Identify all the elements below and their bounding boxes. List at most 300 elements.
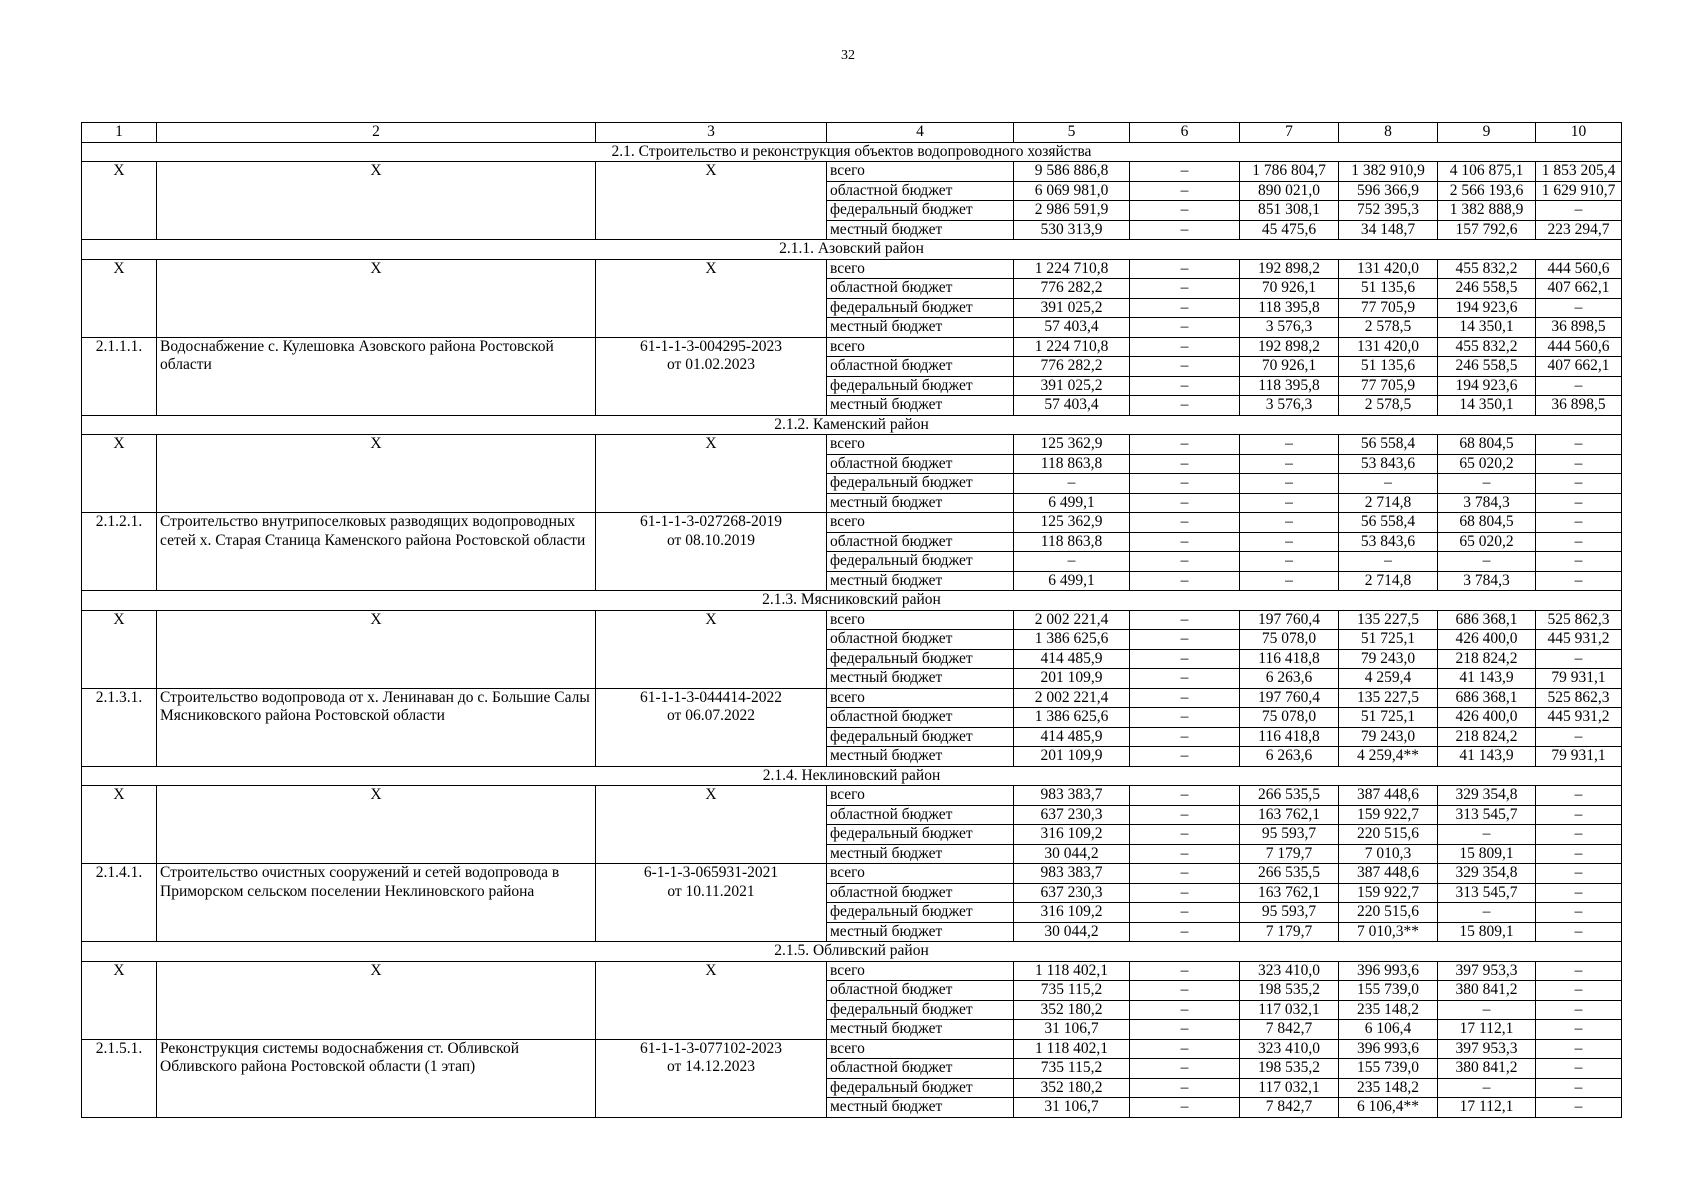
funding-source: федеральный бюджет	[827, 903, 1014, 923]
amount-cell: –	[1130, 337, 1240, 357]
amount-cell: –	[1130, 727, 1240, 747]
table-row	[82, 337, 1622, 357]
amount-cell: 51 725,1	[1339, 630, 1438, 650]
amount-cell: 445 931,2	[1536, 708, 1622, 728]
amount-cell: 1 853 205,4	[1536, 162, 1622, 182]
amount-cell: –	[1130, 922, 1240, 942]
item-number: Х	[82, 786, 157, 864]
amount-cell: 6 263,6	[1240, 747, 1339, 767]
amount-cell: 3 784,3	[1438, 493, 1536, 513]
item-number: Х	[82, 435, 157, 513]
amount-cell: 95 593,7	[1240, 825, 1339, 845]
amount-cell: –	[1130, 571, 1240, 591]
amount-cell: 6 263,6	[1240, 669, 1339, 689]
amount-cell: 246 558,5	[1438, 279, 1536, 299]
amount-cell: 116 418,8	[1240, 649, 1339, 669]
column-header: 6	[1130, 123, 1240, 143]
item-registry	[596, 513, 827, 591]
amount-cell: 15 809,1	[1438, 844, 1536, 864]
funding-source: федеральный бюджет	[827, 727, 1014, 747]
amount-cell: 51 135,6	[1339, 279, 1438, 299]
registry-line: 61-1-1-3-044414-2022	[639, 688, 783, 706]
amount-cell: 983 383,7	[1014, 864, 1130, 884]
amount-cell: 31 106,7	[1014, 1020, 1130, 1040]
item-name: Х	[157, 259, 596, 337]
funding-source: областной бюджет	[827, 981, 1014, 1001]
amount-cell: 4 106 875,1	[1438, 162, 1536, 182]
amount-cell: 135 227,5	[1339, 610, 1438, 630]
item-registry	[596, 435, 827, 513]
funding-source: федеральный бюджет	[827, 201, 1014, 221]
amount-cell: –	[1536, 1000, 1622, 1020]
table-row	[82, 610, 1622, 630]
amount-cell: 79 243,0	[1339, 649, 1438, 669]
amount-cell: 163 762,1	[1240, 805, 1339, 825]
funding-source: всего	[827, 864, 1014, 884]
amount-cell: 201 109,9	[1014, 747, 1130, 767]
amount-cell: –	[1536, 454, 1622, 474]
funding-source: областной бюджет	[827, 883, 1014, 903]
column-header: 5	[1014, 123, 1130, 143]
amount-cell: 79 931,1	[1536, 747, 1622, 767]
table-row	[82, 259, 1622, 279]
amount-cell: –	[1130, 630, 1240, 650]
amount-cell: 9 586 886,8	[1014, 162, 1130, 182]
amount-cell: 17 112,1	[1438, 1098, 1536, 1118]
amount-cell: 397 953,3	[1438, 961, 1536, 981]
amount-cell: 266 535,5	[1240, 864, 1339, 884]
funding-source: федеральный бюджет	[827, 649, 1014, 669]
amount-cell: 3 784,3	[1438, 571, 1536, 591]
item-name: Строительство очистных сооружений и сетей водопровода в Приморском сельском поселении Неклиновского района	[157, 864, 596, 942]
amount-cell: 116 418,8	[1240, 727, 1339, 747]
amount-cell: 426 400,0	[1438, 708, 1536, 728]
amount-cell: 323 410,0	[1240, 1039, 1339, 1059]
amount-cell: –	[1130, 864, 1240, 884]
item-number: 2.1.2.1.	[82, 513, 157, 591]
registry-line: от 10.11.2021	[667, 882, 755, 900]
amount-cell: 7 010,3**	[1339, 922, 1438, 942]
amount-cell: –	[1130, 357, 1240, 377]
amount-cell: 118 395,8	[1240, 376, 1339, 396]
amount-cell: –	[1536, 981, 1622, 1001]
amount-cell: –	[1536, 1098, 1622, 1118]
amount-cell: –	[1536, 513, 1622, 533]
amount-cell: –	[1130, 318, 1240, 338]
registry-line: Х	[705, 961, 717, 979]
amount-cell: 159 922,7	[1339, 805, 1438, 825]
amount-cell: –	[1438, 903, 1536, 923]
amount-cell: –	[1130, 825, 1240, 845]
amount-cell: 983 383,7	[1014, 786, 1130, 806]
amount-cell: –	[1536, 825, 1622, 845]
amount-cell: 414 485,9	[1014, 649, 1130, 669]
item-name: Х	[157, 162, 596, 240]
amount-cell: –	[1240, 532, 1339, 552]
amount-cell: –	[1130, 532, 1240, 552]
funding-source: федеральный бюджет	[827, 1000, 1014, 1020]
amount-cell: –	[1130, 961, 1240, 981]
amount-cell: 323 410,0	[1240, 961, 1339, 981]
column-header: 9	[1438, 123, 1536, 143]
amount-cell: –	[1240, 435, 1339, 455]
funding-source: всего	[827, 610, 1014, 630]
amount-cell: 352 180,2	[1014, 1078, 1130, 1098]
item-registry	[596, 961, 827, 1039]
registry-line: 6-1-1-3-065931-2021	[643, 864, 779, 881]
table-row	[82, 1039, 1622, 1059]
funding-source: местный бюджет	[827, 922, 1014, 942]
amount-cell: 686 368,1	[1438, 610, 1536, 630]
amount-cell: 380 841,2	[1438, 981, 1536, 1001]
amount-cell: –	[1240, 493, 1339, 513]
column-header: 4	[827, 123, 1014, 143]
amount-cell: –	[1536, 298, 1622, 318]
column-header: 7	[1240, 123, 1339, 143]
registry-line: Х	[705, 786, 717, 803]
amount-cell: 68 804,5	[1438, 435, 1536, 455]
amount-cell: 235 148,2	[1339, 1078, 1438, 1098]
amount-cell: 30 044,2	[1014, 922, 1130, 942]
item-name: Х	[157, 786, 596, 864]
funding-source: всего	[827, 513, 1014, 533]
table-row	[82, 688, 1622, 708]
funding-source: областной бюджет	[827, 181, 1014, 201]
amount-cell: –	[1536, 903, 1622, 923]
amount-cell: 890 021,0	[1240, 181, 1339, 201]
funding-source: федеральный бюджет	[827, 298, 1014, 318]
amount-cell: 1 224 710,8	[1014, 337, 1130, 357]
amount-cell: 117 032,1	[1240, 1000, 1339, 1020]
amount-cell: 313 545,7	[1438, 883, 1536, 903]
amount-cell: 407 662,1	[1536, 279, 1622, 299]
amount-cell: 14 350,1	[1438, 318, 1536, 338]
amount-cell: –	[1130, 435, 1240, 455]
amount-cell: –	[1130, 454, 1240, 474]
amount-cell: 34 148,7	[1339, 220, 1438, 240]
amount-cell: 220 515,6	[1339, 903, 1438, 923]
amount-cell: –	[1438, 1000, 1536, 1020]
funding-source: всего	[827, 961, 1014, 981]
section-title: 2.1. Строительство и реконструкция объектов водопроводного хозяйства	[82, 142, 1622, 162]
amount-cell: 218 824,2	[1438, 727, 1536, 747]
amount-cell: –	[1130, 513, 1240, 533]
amount-cell: 313 545,7	[1438, 805, 1536, 825]
amount-cell: 7 842,7	[1240, 1098, 1339, 1118]
amount-cell: 396 993,6	[1339, 961, 1438, 981]
amount-cell: –	[1536, 786, 1622, 806]
item-name: Строительство водопровода от х. Ленинаван до с. Большие Салы Мясниковского района Ростовской области	[157, 688, 596, 766]
amount-cell: 131 420,0	[1339, 337, 1438, 357]
amount-cell: 30 044,2	[1014, 844, 1130, 864]
amount-cell: 752 395,3	[1339, 201, 1438, 221]
funding-source: областной бюджет	[827, 1059, 1014, 1079]
amount-cell: 530 313,9	[1014, 220, 1130, 240]
amount-cell: –	[1130, 708, 1240, 728]
amount-cell: –	[1130, 903, 1240, 923]
amount-cell: 444 560,6	[1536, 259, 1622, 279]
amount-cell: 53 843,6	[1339, 532, 1438, 552]
column-header: 8	[1339, 123, 1438, 143]
registry-line: 61-1-1-3-004295-2023	[639, 337, 783, 355]
amount-cell: –	[1130, 1059, 1240, 1079]
amount-cell: –	[1438, 552, 1536, 572]
registry-line: Х	[705, 610, 717, 628]
amount-cell: –	[1130, 1020, 1240, 1040]
amount-cell: 70 926,1	[1240, 279, 1339, 299]
amount-cell: –	[1130, 805, 1240, 825]
amount-cell: 155 739,0	[1339, 981, 1438, 1001]
column-header: 1	[82, 123, 157, 143]
amount-cell: 6 499,1	[1014, 493, 1130, 513]
registry-line: от 06.07.2022	[667, 707, 755, 724]
amount-cell: –	[1438, 1078, 1536, 1098]
registry-line: от 01.02.2023	[667, 356, 755, 373]
amount-cell: 220 515,6	[1339, 825, 1438, 845]
amount-cell: 157 792,6	[1438, 220, 1536, 240]
amount-cell: –	[1536, 1078, 1622, 1098]
amount-cell: 75 078,0	[1240, 708, 1339, 728]
funding-source: местный бюджет	[827, 318, 1014, 338]
amount-cell: 14 350,1	[1438, 396, 1536, 416]
funding-source: областной бюджет	[827, 630, 1014, 650]
amount-cell: 445 931,2	[1536, 630, 1622, 650]
amount-cell: –	[1240, 513, 1339, 533]
amount-cell: 6 069 981,0	[1014, 181, 1130, 201]
funding-source: всего	[827, 337, 1014, 357]
amount-cell: 45 475,6	[1240, 220, 1339, 240]
amount-cell: 36 898,5	[1536, 318, 1622, 338]
amount-cell: 7 179,7	[1240, 844, 1339, 864]
amount-cell: –	[1536, 844, 1622, 864]
amount-cell: 776 282,2	[1014, 279, 1130, 299]
registry-line: Х	[705, 259, 717, 277]
amount-cell: 41 143,9	[1438, 669, 1536, 689]
amount-cell: 155 739,0	[1339, 1059, 1438, 1079]
amount-cell: 7 179,7	[1240, 922, 1339, 942]
amount-cell: 637 230,3	[1014, 883, 1130, 903]
registry-line: Х	[705, 435, 717, 452]
table-row	[82, 435, 1622, 455]
amount-cell: –	[1536, 1039, 1622, 1059]
amount-cell: 2 002 221,4	[1014, 688, 1130, 708]
section-row	[82, 240, 1622, 260]
amount-cell: 4 259,4	[1339, 669, 1438, 689]
amount-cell: 192 898,2	[1240, 259, 1339, 279]
funding-source: федеральный бюджет	[827, 474, 1014, 494]
amount-cell: 163 762,1	[1240, 883, 1339, 903]
amount-cell: 118 395,8	[1240, 298, 1339, 318]
table-row	[82, 864, 1622, 884]
amount-cell: –	[1130, 688, 1240, 708]
section-title: 2.1.1. Азовский район	[82, 240, 1622, 260]
table-row	[82, 162, 1622, 182]
amount-cell: 79 243,0	[1339, 727, 1438, 747]
funding-source: областной бюджет	[827, 279, 1014, 299]
header-row	[82, 123, 1622, 143]
amount-cell: –	[1130, 279, 1240, 299]
amount-cell: 118 863,8	[1014, 532, 1130, 552]
amount-cell: 77 705,9	[1339, 298, 1438, 318]
item-registry	[596, 864, 827, 942]
amount-cell: 2 002 221,4	[1014, 610, 1130, 630]
amount-cell: –	[1130, 201, 1240, 221]
amount-cell: –	[1130, 669, 1240, 689]
funding-source: федеральный бюджет	[827, 825, 1014, 845]
amount-cell: –	[1130, 649, 1240, 669]
item-number: 2.1.3.1.	[82, 688, 157, 766]
section-title: 2.1.2. Каменский район	[82, 415, 1622, 435]
amount-cell: –	[1536, 552, 1622, 572]
amount-cell: 387 448,6	[1339, 786, 1438, 806]
amount-cell: –	[1536, 1020, 1622, 1040]
amount-cell: 7 010,3	[1339, 844, 1438, 864]
amount-cell: –	[1339, 474, 1438, 494]
table-row	[82, 961, 1622, 981]
amount-cell: 197 760,4	[1240, 610, 1339, 630]
amount-cell: –	[1536, 922, 1622, 942]
amount-cell: 1 386 625,6	[1014, 708, 1130, 728]
amount-cell: 525 862,3	[1536, 688, 1622, 708]
amount-cell: 637 230,3	[1014, 805, 1130, 825]
registry-line: 61-1-1-3-027268-2019	[639, 513, 783, 530]
amount-cell: 235 148,2	[1339, 1000, 1438, 1020]
amount-cell: –	[1130, 844, 1240, 864]
funding-source: всего	[827, 162, 1014, 182]
funding-source: всего	[827, 786, 1014, 806]
amount-cell: 192 898,2	[1240, 337, 1339, 357]
funding-source: областной бюджет	[827, 454, 1014, 474]
amount-cell: 686 368,1	[1438, 688, 1536, 708]
amount-cell: 329 354,8	[1438, 864, 1536, 884]
amount-cell: 56 558,4	[1339, 513, 1438, 533]
amount-cell: 57 403,4	[1014, 396, 1130, 416]
item-name: Х	[157, 610, 596, 688]
amount-cell: 329 354,8	[1438, 786, 1536, 806]
amount-cell: –	[1240, 571, 1339, 591]
amount-cell: –	[1536, 727, 1622, 747]
amount-cell: 198 535,2	[1240, 981, 1339, 1001]
amount-cell: 387 448,6	[1339, 864, 1438, 884]
amount-cell: –	[1130, 396, 1240, 416]
amount-cell: 68 804,5	[1438, 513, 1536, 533]
amount-cell: 51 725,1	[1339, 708, 1438, 728]
amount-cell: –	[1130, 259, 1240, 279]
section-row	[82, 942, 1622, 962]
amount-cell: 198 535,2	[1240, 1059, 1339, 1079]
section-title: 2.1.3. Мясниковский район	[82, 591, 1622, 611]
amount-cell: –	[1130, 493, 1240, 513]
program-table	[81, 122, 1622, 1118]
amount-cell: –	[1130, 474, 1240, 494]
amount-cell: 735 115,2	[1014, 981, 1130, 1001]
amount-cell: 391 025,2	[1014, 376, 1130, 396]
item-number: 2.1.4.1.	[82, 864, 157, 942]
amount-cell: –	[1014, 552, 1130, 572]
amount-cell: 75 078,0	[1240, 630, 1339, 650]
amount-cell: –	[1240, 474, 1339, 494]
amount-cell: –	[1130, 1098, 1240, 1118]
amount-cell: 1 786 804,7	[1240, 162, 1339, 182]
item-registry	[596, 1039, 827, 1117]
registry-line: от 14.12.2023	[667, 1058, 755, 1075]
amount-cell: 1 224 710,8	[1014, 259, 1130, 279]
item-registry	[596, 610, 827, 688]
amount-cell: 2 578,5	[1339, 318, 1438, 338]
amount-cell: 2 714,8	[1339, 571, 1438, 591]
amount-cell: –	[1438, 474, 1536, 494]
item-registry	[596, 259, 827, 337]
funding-source: всего	[827, 688, 1014, 708]
registry-line: Х	[705, 162, 717, 179]
amount-cell: 194 923,6	[1438, 376, 1536, 396]
amount-cell: 70 926,1	[1240, 357, 1339, 377]
amount-cell: –	[1536, 883, 1622, 903]
amount-cell: –	[1130, 298, 1240, 318]
amount-cell: 41 143,9	[1438, 747, 1536, 767]
funding-source: федеральный бюджет	[827, 376, 1014, 396]
amount-cell: –	[1536, 493, 1622, 513]
amount-cell: 266 535,5	[1240, 786, 1339, 806]
amount-cell: 125 362,9	[1014, 435, 1130, 455]
item-registry	[596, 786, 827, 864]
amount-cell: 56 558,4	[1339, 435, 1438, 455]
item-number: 2.1.5.1.	[82, 1039, 157, 1117]
amount-cell: –	[1536, 805, 1622, 825]
amount-cell: 455 832,2	[1438, 259, 1536, 279]
funding-source: местный бюджет	[827, 1098, 1014, 1118]
page-number: 32	[841, 48, 855, 63]
item-number: Х	[82, 610, 157, 688]
amount-cell: 77 705,9	[1339, 376, 1438, 396]
amount-cell: –	[1536, 474, 1622, 494]
funding-source: всего	[827, 259, 1014, 279]
amount-cell: 426 400,0	[1438, 630, 1536, 650]
amount-cell: 455 832,2	[1438, 337, 1536, 357]
amount-cell: 65 020,2	[1438, 454, 1536, 474]
item-name: Х	[157, 435, 596, 513]
amount-cell: 316 109,2	[1014, 903, 1130, 923]
amount-cell: 131 420,0	[1339, 259, 1438, 279]
amount-cell: 391 025,2	[1014, 298, 1130, 318]
amount-cell: 223 294,7	[1536, 220, 1622, 240]
funding-source: местный бюджет	[827, 571, 1014, 591]
funding-source: федеральный бюджет	[827, 1078, 1014, 1098]
amount-cell: 6 499,1	[1014, 571, 1130, 591]
amount-cell: 414 485,9	[1014, 727, 1130, 747]
amount-cell: 117 032,1	[1240, 1078, 1339, 1098]
amount-cell: 2 714,8	[1339, 493, 1438, 513]
amount-cell: 2 566 193,6	[1438, 181, 1536, 201]
amount-cell: –	[1130, 181, 1240, 201]
funding-source: местный бюджет	[827, 396, 1014, 416]
amount-cell: 125 362,9	[1014, 513, 1130, 533]
amount-cell: 1 118 402,1	[1014, 1039, 1130, 1059]
amount-cell: 79 931,1	[1536, 669, 1622, 689]
section-title: 2.1.4. Неклиновский район	[82, 766, 1622, 786]
amount-cell: –	[1536, 435, 1622, 455]
funding-source: всего	[827, 435, 1014, 455]
amount-cell: –	[1536, 649, 1622, 669]
amount-cell: –	[1536, 961, 1622, 981]
amount-cell: –	[1130, 376, 1240, 396]
item-number: Х	[82, 961, 157, 1039]
amount-cell: –	[1536, 201, 1622, 221]
item-registry	[596, 162, 827, 240]
amount-cell: 6 106,4	[1339, 1020, 1438, 1040]
section-row	[82, 766, 1622, 786]
amount-cell: 194 923,6	[1438, 298, 1536, 318]
